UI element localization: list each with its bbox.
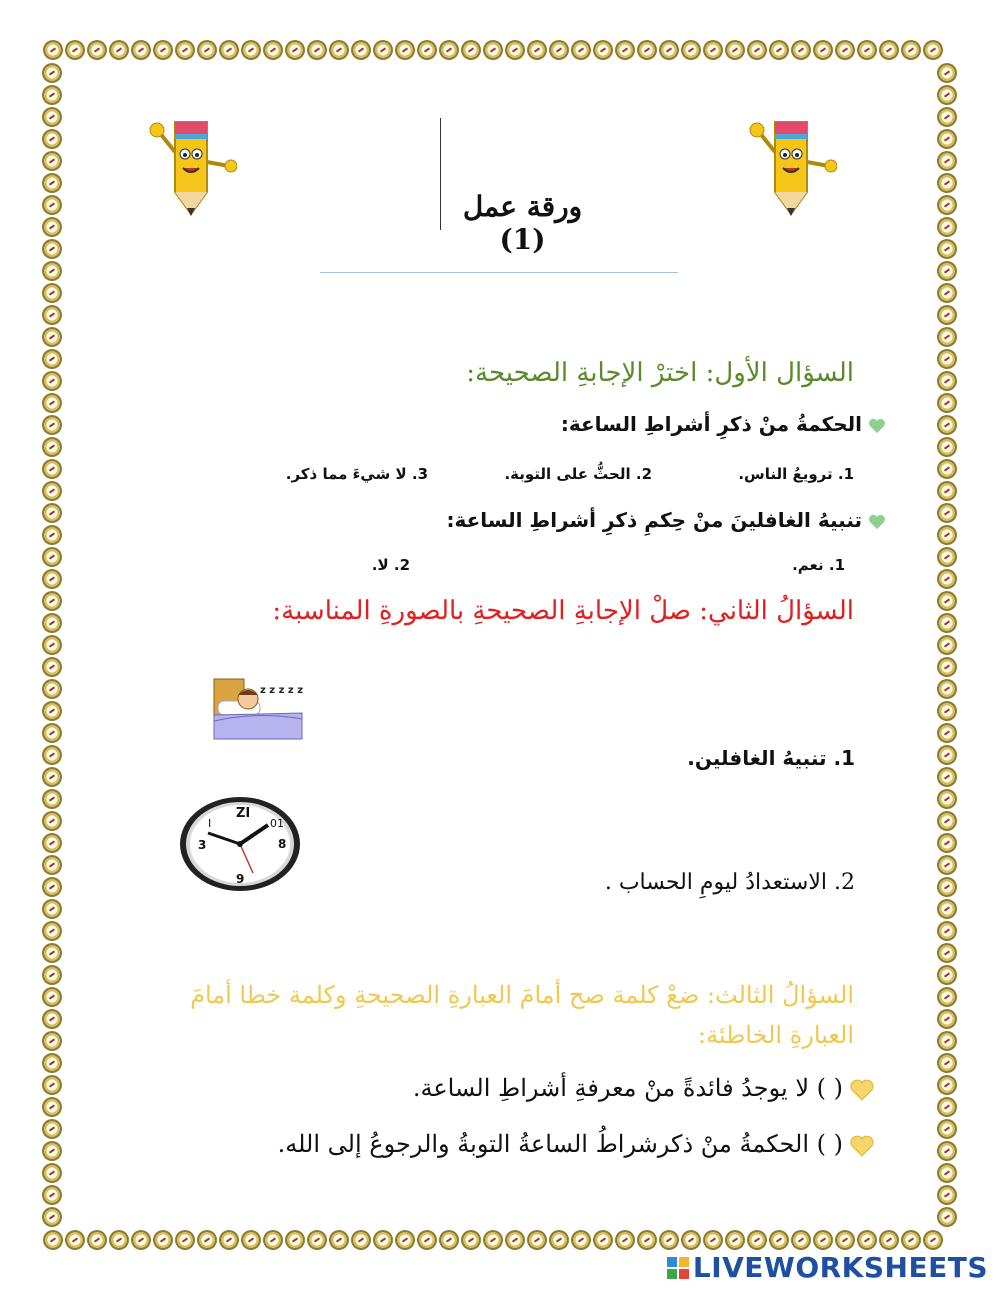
border-clock-icon	[131, 1230, 151, 1250]
border-clock-icon	[42, 789, 62, 809]
border-clock-icon	[439, 1230, 459, 1250]
border-clock-icon	[42, 503, 62, 523]
border-clock-icon	[42, 635, 62, 655]
border-clock-icon	[937, 635, 957, 655]
border-clock-icon	[219, 40, 239, 60]
border-clock-icon	[42, 899, 62, 919]
border-clock-icon	[593, 40, 613, 60]
border-clock-icon	[263, 1230, 283, 1250]
border-clock-icon	[131, 40, 151, 60]
border-clock-icon	[747, 40, 767, 60]
border-clock-icon	[197, 40, 217, 60]
border-clock-icon	[615, 40, 635, 60]
border-clock-icon	[937, 283, 957, 303]
border-clock-icon	[937, 921, 957, 941]
question2-item2[interactable]: 2. الاستعدادُ ليومِ الحساب .	[604, 870, 855, 895]
border-clock-icon	[937, 679, 957, 699]
border-clock-icon	[43, 40, 63, 60]
border-clock-icon	[42, 239, 62, 259]
border-clock-icon	[937, 943, 957, 963]
border-clock-icon	[175, 40, 195, 60]
border-clock-icon	[42, 151, 62, 171]
border-clock-icon	[571, 1230, 591, 1250]
svg-text:8: 8	[278, 837, 287, 851]
border-clock-icon	[42, 481, 62, 501]
border-clock-icon	[42, 877, 62, 897]
border-clock-icon	[42, 767, 62, 787]
border-clock-icon	[42, 217, 62, 237]
border-clock-icon	[937, 1207, 957, 1227]
border-clock-icon	[42, 63, 62, 83]
border-clock-icon	[937, 107, 957, 127]
border-clock-icon	[593, 1230, 613, 1250]
border-clock-icon	[937, 877, 957, 897]
border-clock-icon	[42, 261, 62, 281]
border-clock-icon	[937, 525, 957, 545]
border-clock-icon	[42, 833, 62, 853]
border-clock-icon	[42, 591, 62, 611]
clock-border-top	[42, 40, 944, 62]
border-clock-icon	[571, 40, 591, 60]
border-clock-icon	[65, 1230, 85, 1250]
border-clock-icon	[42, 965, 62, 985]
border-clock-icon	[42, 943, 62, 963]
question1-item1-text: الحكمةُ منْ ذكرِ أشراطِ الساعة:	[560, 412, 862, 436]
border-clock-icon	[505, 1230, 525, 1250]
border-clock-icon	[395, 40, 415, 60]
svg-text:9: 9	[236, 872, 245, 886]
border-clock-icon	[483, 1230, 503, 1250]
border-clock-icon	[937, 63, 957, 83]
border-clock-icon	[615, 1230, 635, 1250]
border-clock-icon	[42, 525, 62, 545]
border-clock-icon	[42, 855, 62, 875]
border-clock-icon	[681, 40, 701, 60]
border-clock-icon	[241, 1230, 261, 1250]
border-clock-icon	[937, 767, 957, 787]
border-clock-icon	[43, 1230, 63, 1250]
border-clock-icon	[42, 459, 62, 479]
border-clock-icon	[153, 40, 173, 60]
clock-border-left	[42, 62, 64, 1228]
border-clock-icon	[937, 789, 957, 809]
border-clock-icon	[351, 1230, 371, 1250]
border-clock-icon	[937, 393, 957, 413]
border-clock-icon	[42, 811, 62, 831]
border-clock-icon	[42, 1141, 62, 1161]
border-clock-icon	[42, 723, 62, 743]
border-clock-icon	[42, 415, 62, 435]
border-clock-icon	[42, 129, 62, 149]
border-clock-icon	[637, 1230, 657, 1250]
question1-item1-option3[interactable]: 3. لا شيءَ مما ذكر.	[285, 465, 428, 483]
border-clock-icon	[937, 239, 957, 259]
border-clock-icon	[791, 1230, 811, 1250]
border-clock-icon	[879, 1230, 899, 1250]
yellow-heart-icon	[849, 1135, 875, 1157]
border-clock-icon	[923, 1230, 943, 1250]
border-clock-icon	[395, 1230, 415, 1250]
border-clock-icon	[937, 833, 957, 853]
border-clock-icon	[373, 1230, 393, 1250]
border-clock-icon	[483, 40, 503, 60]
border-clock-icon	[937, 899, 957, 919]
border-clock-icon	[937, 437, 957, 457]
border-clock-icon	[109, 40, 129, 60]
border-clock-icon	[901, 40, 921, 60]
border-clock-icon	[937, 349, 957, 369]
border-clock-icon	[42, 393, 62, 413]
question1-item1-option2[interactable]: 2. الحثُّ على التوبة.	[504, 465, 652, 483]
border-clock-icon	[659, 1230, 679, 1250]
yellow-heart-icon	[849, 1079, 875, 1101]
border-clock-icon	[703, 40, 723, 60]
border-clock-icon	[659, 40, 679, 60]
border-clock-icon	[637, 40, 657, 60]
question1-item2	[286, 508, 886, 532]
border-clock-icon	[937, 965, 957, 985]
border-clock-icon	[329, 40, 349, 60]
border-clock-icon	[937, 1009, 957, 1029]
border-clock-icon	[42, 1119, 62, 1139]
border-clock-icon	[937, 1031, 957, 1051]
border-clock-icon	[42, 547, 62, 567]
border-clock-icon	[681, 1230, 701, 1250]
border-clock-icon	[42, 371, 62, 391]
border-clock-icon	[42, 1097, 62, 1117]
question1-heading: السؤال الأول: اخترْ الإجابةِ الصحيحة:	[466, 358, 854, 388]
border-clock-icon	[42, 327, 62, 347]
brand-name: LIVEWORKSHEETS	[692, 1251, 988, 1284]
border-clock-icon	[42, 921, 62, 941]
border-clock-icon	[219, 1230, 239, 1250]
border-clock-icon	[329, 1230, 349, 1250]
border-clock-icon	[42, 745, 62, 765]
question3-statement2-text[interactable]: ( ) الحكمةُ منْ ذكرشراطُ الساعةُ التوبةُ والرجوعُ إلى الله.	[277, 1130, 843, 1158]
border-clock-icon	[417, 40, 437, 60]
border-clock-icon	[42, 1053, 62, 1073]
border-clock-icon	[549, 1230, 569, 1250]
border-clock-icon	[42, 1009, 62, 1029]
border-clock-icon	[42, 1207, 62, 1227]
border-clock-icon	[439, 40, 459, 60]
border-clock-icon	[791, 40, 811, 60]
border-clock-icon	[937, 855, 957, 875]
sleeping-person-icon[interactable]	[210, 675, 305, 741]
border-clock-icon	[42, 657, 62, 677]
title-underline	[320, 272, 678, 273]
question3-heading: السؤالُ الثالث: ضعْ كلمة صح أمامَ العبارةِ الصحيحةِ وكلمة خطا أمامَ العبارةِ الخاطئة:	[190, 981, 854, 1049]
question3-statement1-text[interactable]: ( ) لا يوجدُ فائدةً منْ معرفةِ أشراطِ الساعة.	[412, 1074, 843, 1102]
border-clock-icon	[857, 40, 877, 60]
border-clock-icon	[937, 481, 957, 501]
border-clock-icon	[937, 1185, 957, 1205]
question1-item2-option1[interactable]: 1. نعم.	[792, 556, 845, 574]
border-clock-icon	[937, 217, 957, 237]
border-clock-icon	[307, 40, 327, 60]
question1-item2-option2[interactable]: 2. لا.	[371, 556, 410, 574]
border-clock-icon	[42, 1075, 62, 1095]
border-clock-icon	[769, 40, 789, 60]
svg-text:z z z z z: z z z z z	[260, 685, 304, 696]
border-clock-icon	[285, 40, 305, 60]
border-clock-icon	[42, 107, 62, 127]
wall-clock-icon[interactable]	[178, 795, 303, 893]
liveworksheets-watermark	[667, 1251, 988, 1284]
border-clock-icon	[937, 613, 957, 633]
border-clock-icon	[42, 195, 62, 215]
liveworksheets-logo-icon	[667, 1257, 689, 1279]
border-clock-icon	[937, 745, 957, 765]
border-clock-icon	[937, 569, 957, 589]
green-heart-icon	[868, 418, 886, 434]
border-clock-icon	[725, 1230, 745, 1250]
border-clock-icon	[813, 1230, 833, 1250]
question1-item1	[286, 412, 886, 436]
border-clock-icon	[285, 1230, 305, 1250]
pencil-mascot-right-icon	[745, 112, 837, 222]
border-clock-icon	[42, 1031, 62, 1051]
border-clock-icon	[937, 1141, 957, 1161]
page-title: ورقة عمل (1)	[462, 190, 583, 256]
border-clock-icon	[937, 987, 957, 1007]
svg-text:I: I	[208, 817, 212, 830]
border-clock-icon	[835, 1230, 855, 1250]
border-clock-icon	[901, 1230, 921, 1250]
green-heart-icon	[868, 514, 886, 530]
border-clock-icon	[42, 1185, 62, 1205]
border-clock-icon	[241, 40, 261, 60]
border-clock-icon	[42, 987, 62, 1007]
svg-text:ZI: ZI	[236, 806, 251, 821]
border-clock-icon	[42, 701, 62, 721]
border-clock-icon	[937, 811, 957, 831]
border-clock-icon	[937, 503, 957, 523]
question1-item1-option1[interactable]: 1. ترويعُ الناس.	[738, 465, 854, 483]
border-clock-icon	[109, 1230, 129, 1250]
border-clock-icon	[937, 151, 957, 171]
border-clock-icon	[937, 327, 957, 347]
border-clock-icon	[263, 40, 283, 60]
border-clock-icon	[42, 173, 62, 193]
border-clock-icon	[937, 1119, 957, 1139]
border-clock-icon	[937, 723, 957, 743]
border-clock-icon	[307, 1230, 327, 1250]
border-clock-icon	[879, 40, 899, 60]
border-clock-icon	[937, 371, 957, 391]
border-clock-icon	[197, 1230, 217, 1250]
border-clock-icon	[923, 40, 943, 60]
border-clock-icon	[857, 1230, 877, 1250]
border-clock-icon	[937, 1053, 957, 1073]
border-clock-icon	[937, 547, 957, 567]
border-clock-icon	[351, 40, 371, 60]
border-clock-icon	[937, 173, 957, 193]
border-clock-icon	[87, 1230, 107, 1250]
border-clock-icon	[417, 1230, 437, 1250]
border-clock-icon	[175, 1230, 195, 1250]
border-clock-icon	[42, 613, 62, 633]
border-clock-icon	[373, 40, 393, 60]
border-clock-icon	[42, 679, 62, 699]
border-clock-icon	[87, 40, 107, 60]
border-clock-icon	[42, 1163, 62, 1183]
border-clock-icon	[461, 1230, 481, 1250]
svg-text:3: 3	[198, 838, 207, 852]
border-clock-icon	[42, 349, 62, 369]
border-clock-icon	[42, 569, 62, 589]
border-clock-icon	[527, 40, 547, 60]
border-clock-icon	[937, 591, 957, 611]
border-clock-icon	[937, 129, 957, 149]
border-clock-icon	[703, 1230, 723, 1250]
question2-item1[interactable]: 1. تنبيهُ الغافلين.	[687, 746, 855, 770]
border-clock-icon	[937, 261, 957, 281]
border-clock-icon	[813, 40, 833, 60]
border-clock-icon	[747, 1230, 767, 1250]
border-clock-icon	[153, 1230, 173, 1250]
border-clock-icon	[42, 437, 62, 457]
border-clock-icon	[725, 40, 745, 60]
border-clock-icon	[937, 459, 957, 479]
border-clock-icon	[937, 195, 957, 215]
question2-heading: السؤالُ الثاني: صلْ الإجابةِ الصحيحةِ بالصورةِ المناسبة:	[272, 596, 854, 626]
border-clock-icon	[42, 283, 62, 303]
border-clock-icon	[461, 40, 481, 60]
border-clock-icon	[937, 415, 957, 435]
border-clock-icon	[937, 1163, 957, 1183]
border-clock-icon	[527, 1230, 547, 1250]
border-clock-icon	[42, 85, 62, 105]
svg-text:01: 01	[270, 817, 284, 830]
border-clock-icon	[937, 701, 957, 721]
border-clock-icon	[937, 1097, 957, 1117]
question3-statement2	[175, 1130, 875, 1158]
border-clock-icon	[937, 85, 957, 105]
clock-border-right	[937, 62, 959, 1228]
question1-item2-text: تنبيهُ الغافلينَ منْ حِكمِ ذكرِ أشراطِ الساعة:	[446, 508, 862, 532]
border-clock-icon	[937, 305, 957, 325]
pencil-mascot-left-icon	[145, 112, 237, 222]
border-clock-icon	[937, 1075, 957, 1095]
clock-border-bottom	[42, 1230, 944, 1252]
question3-statement1	[315, 1074, 875, 1102]
border-clock-icon	[42, 305, 62, 325]
border-clock-icon	[769, 1230, 789, 1250]
border-clock-icon	[937, 657, 957, 677]
border-clock-icon	[65, 40, 85, 60]
border-clock-icon	[505, 40, 525, 60]
border-clock-icon	[549, 40, 569, 60]
border-clock-icon	[835, 40, 855, 60]
